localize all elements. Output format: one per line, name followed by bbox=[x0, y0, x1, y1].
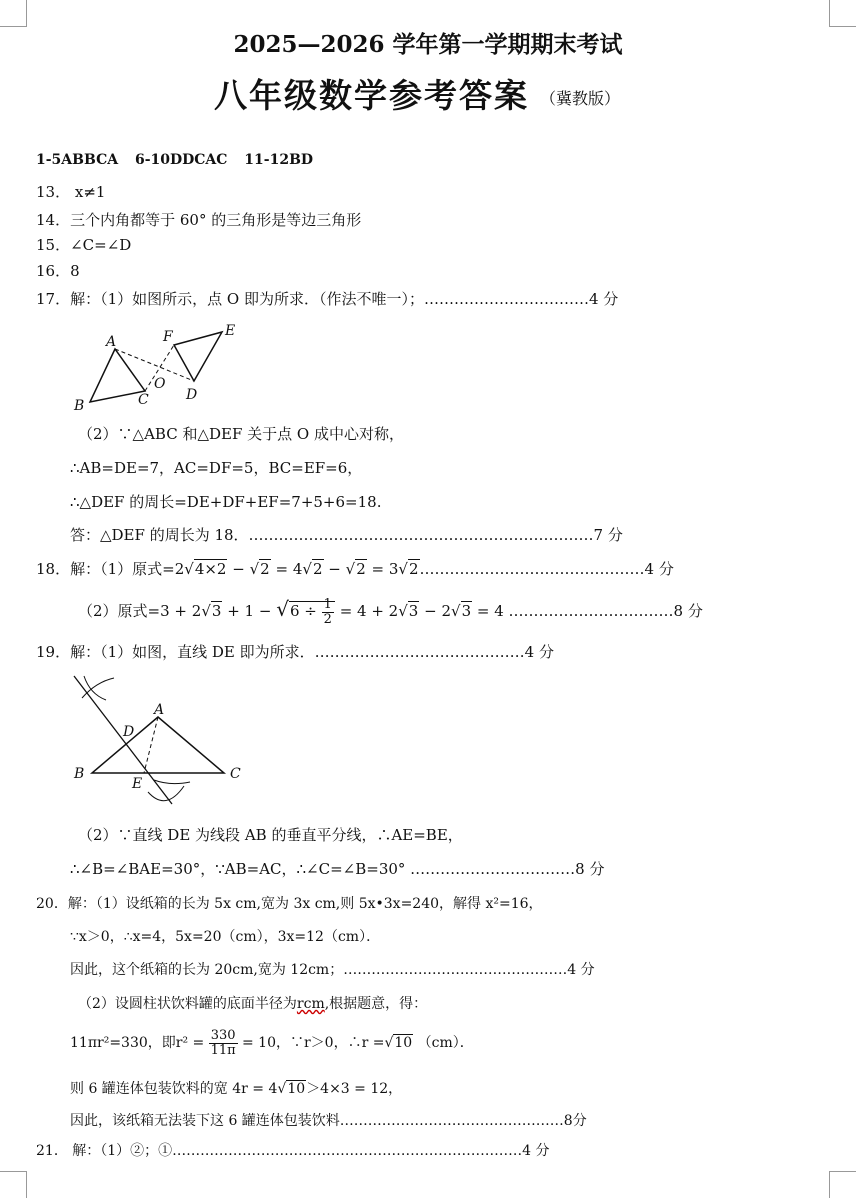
crop-mark-top-right bbox=[829, 0, 856, 27]
figure-17-symmetry bbox=[70, 318, 250, 418]
q18-1-text-i: = 3 bbox=[371, 560, 399, 578]
q18-2-radicand-2: 6 ÷ bbox=[289, 602, 317, 620]
answer-20-part2-line4: 因此，该纸箱无法装下这 6 罐连体包装饮料…………………………………………8分 bbox=[70, 1113, 587, 1129]
label-a: A bbox=[106, 334, 117, 350]
q20-2-text-post: ,根据题意，得： bbox=[324, 996, 428, 1012]
mc-answers: 1-5ABBCA 6-10DDCAC 11-12BD bbox=[36, 152, 314, 168]
answer-20-part1-line2: ∵x＞0，∴x=4，5x=20（cm），3x=12（cm）． bbox=[70, 929, 381, 945]
q18-1-text-c: − bbox=[232, 560, 245, 578]
q20-2b-radicand: 10 bbox=[394, 1035, 413, 1051]
q18-1-radicand-4: 2 bbox=[356, 560, 366, 578]
label-o: O bbox=[154, 376, 166, 392]
q18-1-radicand-2: 2 bbox=[260, 560, 270, 578]
triangle-def bbox=[174, 332, 222, 381]
label-b-19: B bbox=[74, 766, 85, 782]
q20-2b-text-pre: 11πr²=330，即r² = bbox=[70, 1035, 205, 1051]
page-title: 八年级数学参考答案 bbox=[214, 76, 529, 115]
q18-2-radicand-1: 3 bbox=[211, 602, 222, 620]
label-e-19: E bbox=[132, 776, 143, 792]
label-d-19: D bbox=[123, 724, 135, 740]
q20-2b-text-mid: = 10，∵r＞0，∴r = bbox=[242, 1035, 385, 1051]
answer-19-part1: 19．解：（1）如图，直线 DE 即为所求．……………………………………4 分 bbox=[36, 643, 554, 661]
answer-15: 15．∠C=∠D bbox=[36, 236, 132, 254]
answer-20-part2-line2: 11πr²=330，即r² = $\frac{330}{11\pi}$ = 10，∵r＞0，∴r =√10 （cm）． bbox=[70, 1027, 474, 1058]
label-b: B bbox=[74, 398, 85, 414]
crop-mark-top-left bbox=[0, 0, 27, 27]
answer-16: 16．8 bbox=[36, 262, 80, 280]
crop-mark-bottom-left bbox=[0, 1171, 27, 1198]
answer-20-part1-line1: 20．解：（1）设纸箱的长为 5x cm,宽为 3x cm,则 5x•3x=240，解得 x²=16， bbox=[36, 896, 543, 912]
answer-14: 14．三个内角都等于 60° 的三角形是等边三角形 bbox=[36, 211, 362, 229]
answer-13: 13． x≠1 bbox=[36, 183, 106, 201]
q18-1-radicand-1: 4×2 bbox=[194, 560, 227, 578]
q18-1-radicand-3: 2 bbox=[312, 560, 323, 578]
arc-bottom bbox=[148, 786, 184, 801]
arc-top-2 bbox=[84, 676, 106, 700]
label-c: C bbox=[138, 392, 149, 408]
answer-17-part2-line4: 答：△DEF 的周长为 18．……………………………………………………………7 分 bbox=[70, 526, 623, 544]
q20-2c-text-post: ＞4×3 = 12， bbox=[306, 1081, 403, 1097]
answer-20-part2-line1 bbox=[78, 995, 427, 1013]
q20-2-text-pre: （2）设圆柱状饮料罐的底面半径为 bbox=[78, 996, 297, 1012]
q18-2-text-f: = 4 + 2 bbox=[339, 602, 399, 620]
figure-19-perpendicular-bisector bbox=[66, 670, 256, 820]
q18-1-text-g: − bbox=[328, 560, 341, 578]
q20-2c-radicand: 10 bbox=[287, 1081, 306, 1097]
q18-2-score: = 4 ……………………………8 分 bbox=[476, 602, 703, 620]
answer-17-part2-line1: （2）∵△ABC 和△DEF 关于点 O 成中心对称， bbox=[78, 425, 404, 443]
answer-20-part2-line3: 则 6 罐连体包装饮料的宽 4r = 4√10＞4×3 = 12， bbox=[70, 1081, 403, 1097]
arc-bottom-2 bbox=[154, 780, 190, 784]
segment-ae bbox=[144, 717, 158, 773]
line-de bbox=[74, 676, 172, 804]
q20-2b-text-post: （cm）． bbox=[417, 1035, 474, 1051]
answer-18-part2: （2）原式=3 + 2√3 + 1 − √6 ÷ $\frac{1}{2}$ = 4 + 2√3 − 2√3 = 4 ……………………………8 分 bbox=[78, 596, 703, 627]
q18-2-radicand-3: 3 bbox=[408, 602, 419, 620]
answer-19-part2-line1: （2）∵直线 DE 为线段 AB 的垂直平分线，∴AE=BE， bbox=[78, 826, 463, 844]
q20-2-radius-unit: rcm bbox=[296, 996, 325, 1012]
q20-2c-text-pre: 则 6 罐连体包装饮料的宽 4r = 4 bbox=[70, 1081, 278, 1097]
answer-17-part2-line2: ∴AB=DE=7，AC=DF=5，BC=EF=6， bbox=[70, 459, 363, 477]
q18-2-radicand-4: 3 bbox=[461, 602, 472, 620]
q18-1-score: ………………………………………4 分 bbox=[419, 560, 674, 578]
q18-1-radicand-5: 2 bbox=[408, 560, 419, 578]
fraction-one-half: $\frac{1}{2}$ bbox=[323, 596, 332, 627]
label-c-19: C bbox=[230, 766, 241, 782]
fraction-330-over-11pi: $\frac{330}{11\pi}$ bbox=[210, 1027, 236, 1058]
label-f: F bbox=[163, 329, 173, 345]
answer-19-part2-line2: ∴∠B=∠BAE=30°，∵AB=AC，∴∠C=∠B=30° ……………………………8 分 bbox=[70, 860, 605, 878]
edition-label: （冀教版） bbox=[540, 89, 621, 108]
exam-title: 2025—2026 学年第一学期期末考试 bbox=[233, 31, 623, 58]
q18-1-text-a: 18．解：（1）原式=2 bbox=[36, 560, 185, 578]
label-a-19: A bbox=[154, 702, 165, 718]
answer-21: 21． 解：（1）②；①…………………………………………………………………4 分 bbox=[36, 1143, 550, 1159]
label-e: E bbox=[225, 323, 236, 339]
q18-2-text-c: + 1 − bbox=[227, 602, 272, 620]
arc-top bbox=[82, 678, 114, 698]
label-d: D bbox=[186, 387, 198, 403]
answer-18-part1: 18．解：（1）原式=2√4×2 − √2 = 4√2 − √2 = 3√2………………………………………4 分 bbox=[36, 560, 674, 578]
q18-1-text-e: = 4 bbox=[275, 560, 303, 578]
answer-17-part2-line3: ∴△DEF 的周长=DE+DF+EF=7+5+6=18. bbox=[70, 493, 382, 511]
q18-2-text-h: − 2 bbox=[424, 602, 451, 620]
triangle-abc bbox=[90, 349, 145, 402]
answer-17-part1: 17．解：（1）如图所示，点 O 即为所求．（作法不唯一）；……………………………4 分 bbox=[36, 290, 619, 308]
q18-2-text-a: （2）原式=3 + 2 bbox=[78, 602, 202, 620]
crop-mark-bottom-right bbox=[829, 1171, 856, 1198]
answer-20-part1-line3: 因此，这个纸箱的长为 20cm,宽为 12cm；…………………………………………4 分 bbox=[70, 962, 595, 978]
